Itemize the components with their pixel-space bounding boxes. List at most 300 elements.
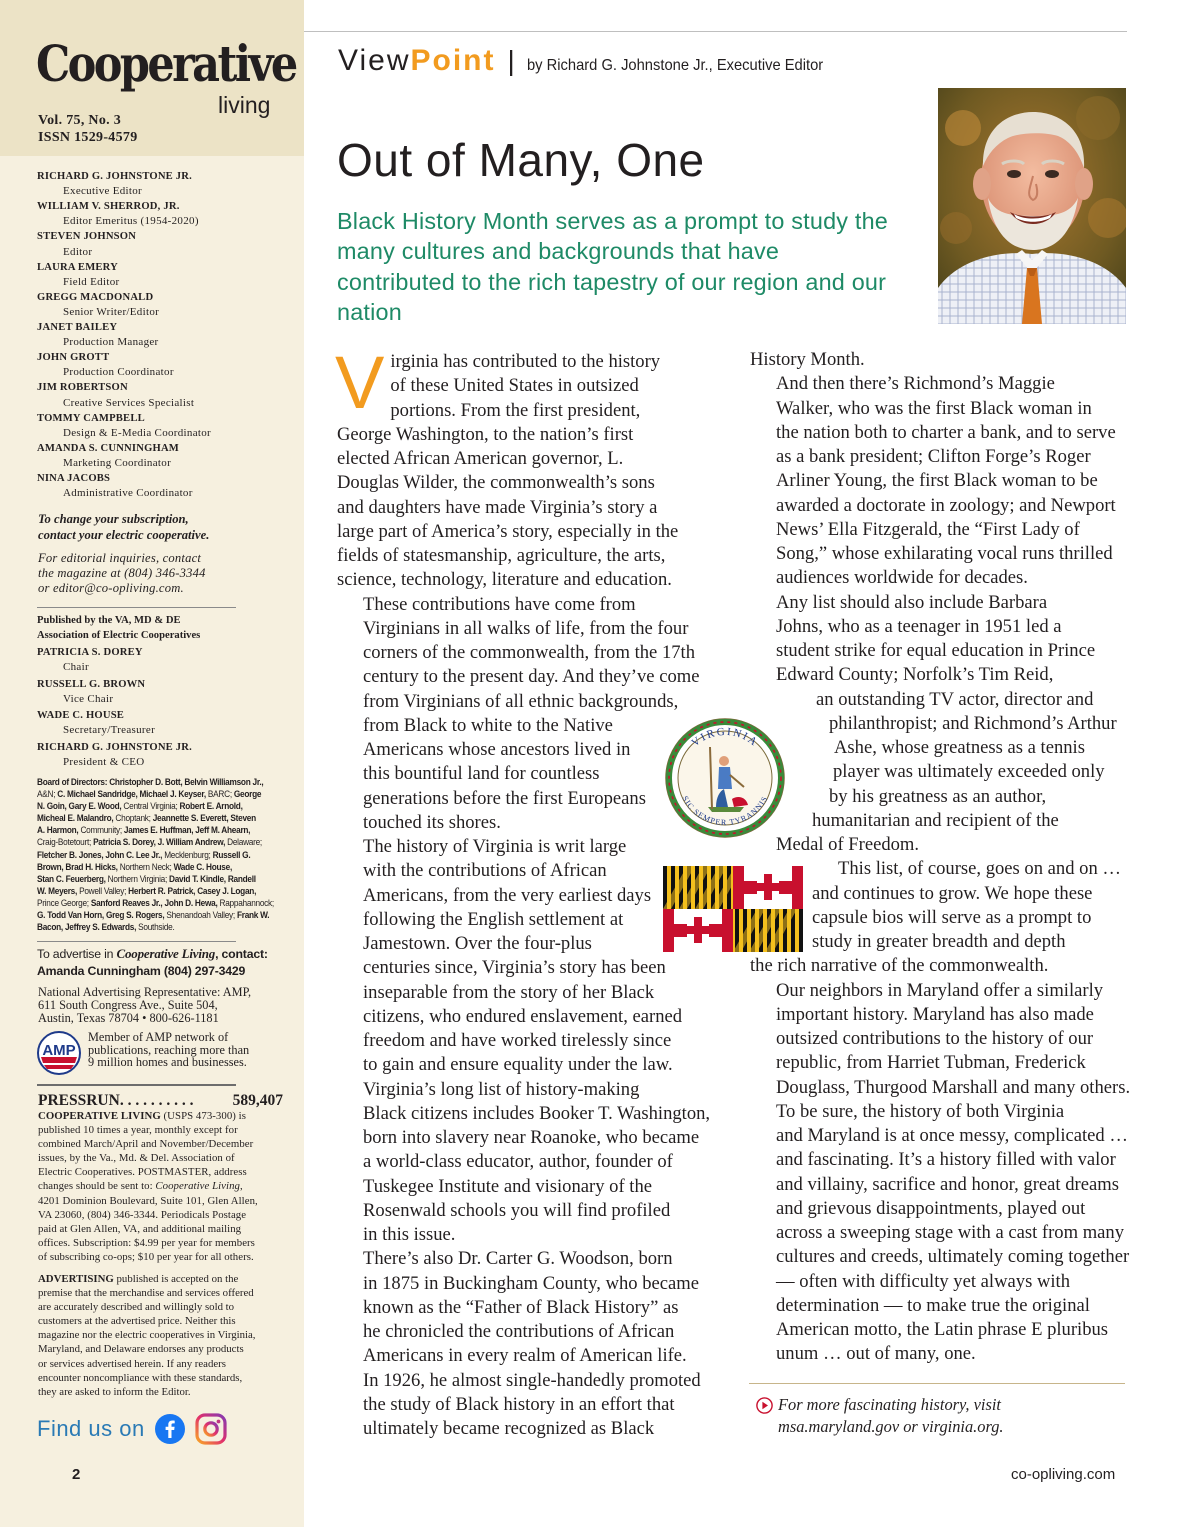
staff-name: LAURA EMERY — [37, 261, 118, 273]
article-line: he chronicled the contributions of African — [363, 1321, 675, 1342]
article-line: large part of America’s story, especially in the — [337, 520, 679, 542]
officer-role: Secretary/Treasurer — [63, 724, 156, 736]
board-cooperative: Southside. — [138, 922, 175, 933]
article-line: important history. Maryland has also made — [776, 1003, 1094, 1025]
board-member-names: Bacon, Jeffrey S. Edwards, — [37, 922, 139, 933]
article-line: in 1875 in Buckingham County, who became — [363, 1272, 700, 1294]
national-advertising-line: 611 South Congress Ave., Suite 504, — [38, 997, 218, 1012]
staff-name: TOMMY CAMPBELL — [37, 412, 145, 424]
viewpoint-separator: | — [507, 45, 515, 76]
board-line — [37, 849, 267, 861]
board-line — [37, 897, 274, 909]
article-line: science, technology, literature and education. — [337, 569, 672, 591]
article-line: the rich narrative of the commonwealth. — [750, 955, 1049, 977]
board-line — [37, 873, 267, 885]
article-line: Douglas Wilder, the commonwealth’s sons — [337, 472, 655, 494]
pressrun-line — [38, 1151, 283, 1165]
article-line: in this issue. — [363, 1224, 456, 1245]
board-member-names: Robert E. Arnold, — [179, 801, 243, 812]
article-column-2 — [750, 348, 1150, 1367]
note-divider — [749, 1383, 1125, 1384]
article-paragraph — [750, 979, 1150, 1100]
article-line: and daughters have made Virginia’s story a — [337, 496, 658, 518]
staff-entry — [37, 411, 287, 441]
board-cooperative: Choptank; — [115, 813, 153, 824]
board-member-names: Jeannette S. Everett, Steven — [152, 813, 256, 824]
article-line: Black citizens includes Booker T. Washington, — [363, 1102, 711, 1124]
board-member-names: Stan C. Feuerberg, — [37, 873, 108, 884]
board-cooperative: Prince George; — [37, 897, 91, 908]
national-advertising-line: Austin, Texas 78704 • 800-626-1181 — [38, 1010, 219, 1025]
article-line: philanthropist; and Richmond’s Arthur — [829, 712, 1117, 734]
subscription-note-line: contact your electric cooperative. — [38, 527, 210, 542]
article-line: Americans in every realm of American life. — [363, 1345, 687, 1367]
staff-name: STEVEN JOHNSON — [37, 231, 137, 243]
pressrun-text: offices. Subscription: $4.99 per year for members — [38, 1236, 255, 1249]
board-cooperative: A&N; — [37, 789, 58, 800]
pressrun-text: , — [239, 1180, 243, 1193]
article-line: These contributions have come from — [363, 593, 636, 615]
pressrun-line — [38, 1123, 283, 1137]
staff-role: Creative Services Specialist — [63, 396, 195, 409]
article-line: American motto, the Latin phrase E pluribus — [776, 1319, 1109, 1340]
volume-number: Vol. 75, No. 3 — [38, 113, 122, 128]
article-paragraph — [750, 1100, 1150, 1367]
officer-name: RUSSELL G. BROWN — [37, 678, 146, 690]
article-line: and fascinating. It’s a history filled with valor — [776, 1149, 1116, 1171]
article-paragraph — [750, 348, 1150, 372]
byline: by Richard G. Johnstone Jr., Executive Editor — [526, 57, 823, 74]
officer-entry — [37, 708, 247, 739]
article-line: elected African American governor, L. — [337, 448, 624, 469]
amp-logo-text: AMP — [42, 1042, 76, 1059]
staff-role: Administrative Coordinator — [63, 487, 193, 500]
magazine-logo: Cooperative — [36, 34, 296, 93]
amp-member-line: 9 million homes and businesses. — [88, 1055, 247, 1070]
article-line: Virginians in all walks of life, from the four — [363, 617, 689, 639]
advertise-prefix: To advertise in — [37, 947, 117, 961]
advertise-suffix: , contact: — [215, 947, 268, 961]
editorial-note-line: For editorial inquiries, contact — [38, 551, 202, 565]
staff-name: JOHN GROTT — [37, 352, 110, 364]
article-line: This list, of course, goes on and on … — [838, 858, 1122, 880]
article-line: In 1926, he almost single-handedly promoted — [363, 1369, 701, 1391]
article-paragraph — [337, 593, 712, 836]
board-cooperative: BARC; — [207, 789, 234, 800]
staff-name: AMANDA S. CUNNINGHAM — [37, 442, 180, 454]
article-line: awarded a doctorate in zoology; and Newport — [776, 494, 1116, 516]
staff-entry — [37, 350, 287, 380]
advertising-line — [38, 1314, 283, 1328]
staff-name: GREGG MACDONALD — [37, 291, 154, 303]
staff-entry — [37, 290, 287, 320]
pressrun-text: 4201 Dominion Boulevard, Suite 101, Glen Allen, — [38, 1194, 258, 1207]
article-line: by his greatness as an author, — [829, 785, 1047, 807]
board-line — [37, 861, 267, 873]
staff-name: JIM ROBERTSON — [37, 382, 128, 394]
article-line: Walker, who was the first Black woman in — [776, 397, 1092, 419]
staff-entry — [37, 441, 287, 471]
article-line: Virginia’s long list of history-making — [363, 1078, 640, 1100]
pressrun-heading — [38, 1092, 283, 1110]
subscription-note — [38, 512, 238, 543]
advertising-line-text: Maryland, and Delaware endorses any products — [38, 1343, 244, 1356]
staff-role: Editor — [63, 245, 93, 258]
article-line: from Virginians of all ethnic backgrounds, — [363, 690, 679, 712]
article-line: player was ultimately exceeded only — [833, 761, 1105, 783]
advertising-line-text: magazine nor the electric cooperatives in Virginia, — [38, 1329, 256, 1342]
issn: ISSN 1529-4579 — [38, 130, 138, 145]
amp-member-line: Member of AMP network of — [88, 1030, 229, 1044]
publisher-intro-line: Published by the VA, MD & DE — [37, 615, 181, 626]
article-line: republic, from Harriet Tubman, Frederick — [776, 1052, 1086, 1074]
social-links — [37, 1413, 227, 1445]
article-line: ultimately became recognized as Black — [363, 1418, 655, 1439]
national-advertising-line: National Advertising Representative: AMP, — [38, 985, 252, 999]
divider — [37, 1084, 236, 1086]
staff-entry — [37, 169, 287, 199]
seal-top-text-path: VIRGINIA — [689, 725, 761, 750]
pressrun-line — [38, 1208, 283, 1222]
board-line — [37, 788, 267, 800]
board-cooperative: Mecklenburg; — [164, 849, 213, 860]
article-line: the nation both to charter a bank, and to serve — [776, 421, 1116, 443]
pressrun-text: changes should be sent to: — [38, 1180, 156, 1193]
amp-member-line: publications, reaching more than — [88, 1042, 250, 1057]
staff-list — [37, 169, 287, 501]
staff-role: Executive Editor — [63, 185, 143, 198]
advertising-line — [38, 1328, 283, 1342]
staff-entry — [37, 471, 287, 501]
article-line: student strike for equal education in Prince — [776, 640, 1096, 661]
board-member-names: Micheal E. Malandro, — [37, 813, 116, 824]
article-paragraph — [335, 341, 712, 593]
board-member-names: Patricia S. Dorey, J. William Andrew, — [93, 837, 228, 848]
article-line: capsule bios will serve as a prompt to — [812, 906, 1092, 928]
pressrun-text: Cooperative Living — [155, 1180, 240, 1193]
article-line: centuries since, Virginia’s story has been — [363, 957, 666, 979]
article-line: cultures and creeds, ultimately coming together — [776, 1246, 1130, 1268]
article-line: There’s also Dr. Carter G. Woodson, born — [363, 1248, 673, 1270]
pressrun-text: (USPS 473-300) is — [160, 1110, 246, 1122]
article-line: irginia has contributed to the history — [390, 351, 661, 372]
advertising-line-text: published is accepted on the — [113, 1273, 239, 1285]
staff-name: JANET BAILEY — [37, 322, 118, 334]
staff-role: Marketing Coordinator — [63, 457, 172, 470]
officer-entry — [37, 740, 247, 771]
publisher-intro — [37, 614, 247, 643]
board-line — [37, 824, 267, 836]
article-line: Edward County; Norfolk’s Tim Reid, — [776, 664, 1054, 686]
board-cooperative: Powell Valley; — [79, 885, 129, 896]
article-deck: Black History Month serves as a prompt to study the many cultures and backgrounds that have contributed to the rich tapestry of our region and our nation — [337, 208, 889, 325]
pressrun-line — [38, 1194, 283, 1208]
article-line: citizens, who endured enslavement, earned — [363, 1005, 683, 1027]
pressrun-line — [38, 1137, 283, 1151]
article-line: determination — to make true the original — [776, 1294, 1090, 1316]
advertising-line-text: customers at the advertised price. Neither this — [38, 1315, 236, 1328]
pressrun-line — [38, 1222, 283, 1236]
board-line — [37, 909, 270, 921]
pressrun-text: of subscribing co-ops; $10 per year for all others. — [38, 1250, 254, 1263]
footer-url[interactable]: co-opliving.com — [1011, 1466, 1116, 1483]
board-member-names: George — [233, 789, 262, 800]
article-line: and villainy, sacrifice and honor, great dreams — [776, 1173, 1119, 1195]
officer-role: President & CEO — [63, 755, 145, 768]
board-line — [37, 836, 267, 848]
article-line: an outstanding TV actor, director and — [816, 688, 1094, 710]
facebook-icon[interactable] — [155, 1414, 185, 1444]
article-line: to gain and ensure equality under the law. — [363, 1054, 673, 1076]
article-line: — often with difficulty yet always with — [776, 1270, 1071, 1292]
article-line: a world-class educator, author, founder of — [363, 1151, 673, 1173]
article-line: humanitarian and recipient of the — [812, 809, 1059, 831]
article-column-1 — [335, 341, 712, 1441]
article-line: century to the present day. And they’ve come — [363, 666, 700, 688]
magazine-logo-sub: living — [218, 92, 271, 118]
article-line: History Month. — [750, 349, 865, 370]
staff-role: Editor Emeritus (1954-2020) — [63, 215, 199, 228]
top-rule — [304, 31, 1127, 32]
board-of-directors — [37, 776, 274, 933]
article-line: fields of statesmanship, agriculture, the arts, — [337, 545, 666, 566]
pressrun-text: Electric Cooperatives. POSTMASTER, address — [38, 1166, 247, 1179]
staff-role: Senior Writer/Editor — [63, 306, 160, 319]
article-line: as a bank president; Clifton Forge’s Roger — [776, 446, 1091, 467]
board-member-names: James E. Huffman, Jeff M. Ahearn, — [123, 825, 251, 836]
article-line: with the contributions of African — [363, 860, 607, 882]
staff-name: RICHARD G. JOHNSTONE JR. — [37, 171, 192, 182]
article-line: Douglass, Thurgood Marshall and many others. — [776, 1076, 1131, 1098]
board-line — [37, 812, 267, 824]
article-line: following the English settlement at — [363, 908, 624, 930]
masthead — [0, 0, 304, 156]
article-line: Any list should also include Barbara — [776, 591, 1048, 613]
board-member-names: Board of Directors: Christopher D. Bott, Belvin Williamson Jr., — [37, 777, 264, 787]
staff-role: Design & E-Media Coordinator — [63, 426, 212, 439]
officer-name: WADE C. HOUSE — [37, 710, 125, 721]
article-line: To be sure, the history of both Virginia — [776, 1100, 1065, 1122]
article-line: Medal of Freedom. — [776, 834, 920, 855]
article-line: outsized contributions to the history of our — [776, 1028, 1094, 1049]
pressrun-body — [38, 1109, 283, 1264]
board-member-names: Fletcher B. Jones, John C. Lee Jr., — [37, 849, 165, 860]
amp-logo — [35, 1031, 83, 1075]
pressrun-line — [38, 1250, 283, 1264]
article-line: Tuskegee Institute and visionary of the — [363, 1175, 653, 1197]
article-line: audiences worldwide for decades. — [776, 567, 1028, 589]
pressrun-text: published 10 times a year, monthly except for — [38, 1124, 238, 1137]
pressrun-text: COOPERATIVE LIVING — [38, 1110, 161, 1122]
board-member-names: G. Todd Van Horn, Greg S. Rogers, — [37, 910, 167, 921]
advertising-line — [38, 1342, 283, 1356]
article-line: and continues to grow. We hope these — [812, 882, 1093, 904]
board-line — [37, 800, 267, 812]
article-line: Arliner Young, the first Black woman to be — [776, 470, 1098, 492]
officer-name: PATRICIA S. DOREY — [37, 647, 143, 658]
article-title: Out of Many, One — [337, 134, 705, 186]
article-line: and grievous disappointments, played out — [776, 1197, 1086, 1219]
pressrun-value: 589,407 — [232, 1092, 283, 1109]
find-us-label: Find us on — [37, 1416, 145, 1441]
article-line: study in greater breadth and depth — [812, 931, 1066, 952]
article-line: from Black to white to the Native — [363, 714, 613, 736]
article-line: and Maryland is at once messy, complicated … — [776, 1125, 1128, 1146]
editorial-note-line: the magazine at (804) 346-3344 — [38, 566, 206, 581]
article-line: Johns, who as a teenager in 1951 led a — [776, 615, 1062, 637]
pressrun-text: issues, by the Va., Md. & Del. Association of — [38, 1152, 235, 1165]
board-member-names: Brown, Brad H. Hicks, — [37, 861, 120, 872]
board-member-names: Wade C. House, — [173, 861, 232, 872]
staff-entry — [37, 229, 287, 259]
article-paragraph — [337, 1247, 712, 1441]
officer-role: Vice Chair — [63, 692, 114, 705]
advertise-magazine-name: Cooperative Living — [116, 946, 216, 961]
article-line: the study of Black history in an effort that — [363, 1393, 675, 1415]
board-cooperative: Shenandoah Valley; — [166, 910, 237, 921]
amp-member-note — [88, 1031, 288, 1069]
board-member-names: Frank W. — [236, 910, 270, 921]
article-paragraph — [337, 1078, 712, 1248]
drop-cap: V — [335, 341, 385, 424]
staff-name: NINA JACOBS — [37, 473, 111, 485]
board-cooperative: Northern Neck; — [119, 861, 174, 872]
article-line: And then there’s Richmond’s Maggie — [776, 373, 1055, 395]
staff-role: Field Editor — [63, 275, 120, 288]
board-cooperative: Northern Virginia; — [107, 873, 170, 884]
sidebar — [0, 0, 304, 1527]
article-line: freedom and have worked tirelessly since — [363, 1030, 672, 1051]
advertising-line-text: or services advertised herein. If any readers — [38, 1357, 226, 1370]
pressrun-line — [38, 1165, 283, 1179]
pressrun-label: PRESSRUN. . . . . . . . . . — [38, 1092, 194, 1109]
volume-info — [38, 112, 138, 146]
viewpoint-point: Point — [410, 44, 496, 77]
staff-entry — [37, 260, 287, 290]
staff-entry — [37, 320, 287, 350]
article-line: generations before the first Europeans — [363, 787, 646, 809]
staff-entry — [37, 380, 287, 410]
advertising-line — [38, 1272, 283, 1286]
article-line: Song,” whose exhilarating vocal runs thrilled — [776, 543, 1113, 564]
pressrun-text: VA 23060, (804) 346-3344. Periodicals Postage — [38, 1208, 247, 1221]
board-member-names: W. Meyers, — [37, 885, 80, 896]
article-paragraph — [750, 372, 1150, 590]
subscription-note-line: To change your subscription, — [38, 512, 189, 526]
advertising-line — [38, 1286, 283, 1300]
board-member-names: Russell G. — [212, 849, 251, 860]
article-line: across a sweeping stage with a cast from many — [776, 1222, 1125, 1243]
advertise-contact-name: Amanda Cunningham (804) 297-3429 — [37, 963, 246, 978]
board-cooperative: Craig-Botetourt; — [37, 837, 94, 848]
editorial-note — [38, 551, 238, 597]
article-line: Our neighbors in Maryland offer a similarly — [776, 979, 1104, 1001]
virginia-state-seal — [664, 717, 786, 839]
divider — [37, 607, 236, 608]
article-line: Americans whose ancestors lived in — [363, 739, 631, 760]
advertising-line — [38, 1300, 283, 1314]
board-cooperative: Delaware; — [227, 837, 262, 848]
advertising-line — [38, 1357, 283, 1371]
article-line: touched its shores. — [363, 811, 501, 833]
maryland-flag — [663, 866, 803, 952]
page-number: 2 — [72, 1466, 81, 1483]
officer-list — [37, 645, 247, 770]
board-line — [37, 776, 267, 788]
advertising-line — [38, 1371, 283, 1385]
article-line: unum … out of many, one. — [776, 1343, 976, 1365]
officer-entry — [37, 645, 247, 676]
editorial-email[interactable]: or editor@co-opliving.com. — [38, 581, 184, 596]
article-line: The history of Virginia is writ large — [363, 836, 627, 857]
article-line: Ashe, whose greatness as a tennis — [834, 737, 1085, 758]
more-info-note — [756, 1394, 1126, 1437]
pressrun-text: paid at Glen Allen, VA, and additional mailing — [38, 1222, 242, 1235]
article-line: Jamestown. Over the four-plus — [363, 933, 592, 954]
publisher-block — [37, 614, 247, 770]
staff-name: WILLIAM V. SHERROD, JR. — [37, 201, 180, 213]
staff-entry — [37, 199, 287, 229]
advertise-contact — [37, 946, 297, 979]
board-cooperative: Rappahannock; — [219, 897, 274, 908]
more-info-line: For more fascinating history, visit — [778, 1395, 1001, 1414]
more-info-links[interactable]: msa.maryland.gov or virginia.org. — [778, 1416, 1004, 1436]
article-line: of these United States in outsized — [390, 375, 639, 397]
advertising-line-text: premise that the merchandise and services offered — [38, 1287, 254, 1300]
pressrun-line — [38, 1179, 283, 1193]
board-member-names: David T. Kindle, Randell — [169, 873, 256, 884]
article-paragraph — [750, 591, 1150, 858]
advertising-line — [38, 1385, 283, 1399]
article-line: Rosenwald schools you will find profiled — [363, 1199, 671, 1221]
author-photo — [938, 88, 1126, 324]
board-member-names: C. Michael Sandridge, Michael J. Keyser, — [57, 789, 208, 800]
board-member-names: Herbert R. Patrick, Casey J. Logan, — [128, 885, 257, 896]
staff-role: Production Coordinator — [63, 366, 174, 379]
viewpoint-view: View — [338, 44, 411, 77]
article-paragraph — [750, 857, 1150, 978]
publisher-intro-line: Association of Electric Cooperatives — [37, 629, 201, 641]
instagram-icon[interactable] — [195, 1413, 227, 1445]
article-line: this bountiful land for countless — [363, 763, 600, 785]
pressrun-line — [38, 1236, 283, 1250]
article-line: George Washington, to the nation’s first — [337, 423, 634, 445]
advertising-line-text: are accurately described and willingly sold to — [38, 1301, 235, 1314]
advertising-line-text: they are asked to inform the Editor. — [38, 1385, 191, 1398]
article-paragraph — [337, 835, 712, 1078]
board-member-names: A. Harmon, — [37, 825, 81, 836]
article-line: born into slavery near Roanoke, who became — [363, 1127, 700, 1148]
article-line: News’ Ella Fitzgerald, the “First Lady of — [776, 518, 1080, 540]
advertising-line-text: encounter noncompliance with these standards, — [38, 1371, 243, 1384]
national-advertising — [38, 986, 288, 1024]
staff-role: Production Manager — [63, 336, 159, 349]
officer-entry — [37, 677, 247, 708]
seal-bottom-text-path: SIC SEMPER TYRANNIS — [680, 794, 770, 828]
board-cooperative: Community; — [80, 825, 124, 836]
board-line — [37, 885, 267, 897]
board-member-names: N. Goin, Gary E. Wood, — [37, 801, 124, 812]
viewpoint-header — [338, 44, 849, 78]
article-line: corners of the commonwealth, from the 17th — [363, 642, 696, 663]
divider — [37, 941, 236, 942]
board-cooperative: Central Virginia; — [123, 801, 180, 812]
advertising-line-text: ADVERTISING — [38, 1273, 114, 1285]
advertising-policy — [38, 1272, 283, 1399]
officer-role: Chair — [63, 661, 89, 673]
article-line: known as the “Father of Black History” as — [363, 1296, 679, 1318]
pressrun-line — [38, 1109, 283, 1123]
